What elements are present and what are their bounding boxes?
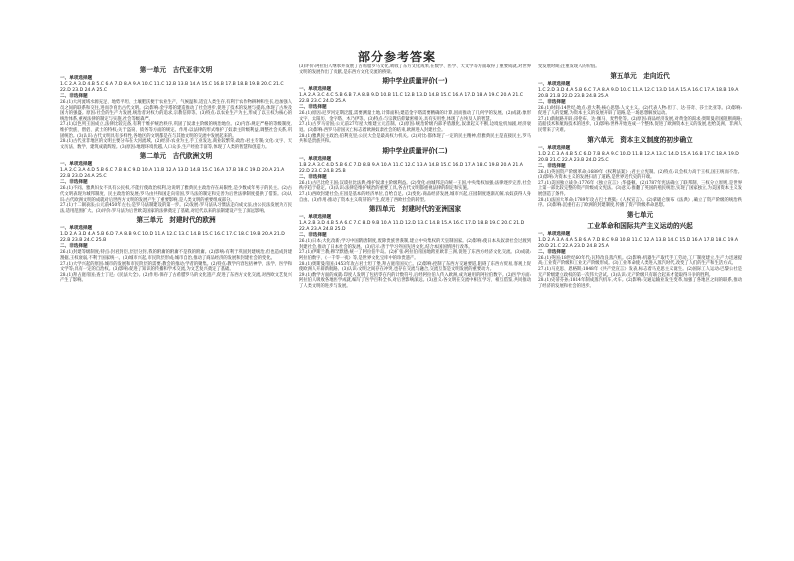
- answer-paragraph: 变发展时期;注重发现人的价值。: [538, 64, 600, 69]
- section-heading: 一、单项选择题: [60, 226, 93, 232]
- answer-key-line: 1.D 2.A 3.A 4.A 5.B 6.A 7.D 8.C 9.B 10.B 11.C 12.A 13.B 14.C 15.D 16.A 17.B 18.C 19.A 20.D 21.C 22.A 23.D 24.B 25.A: [538, 237, 738, 249]
- answer-key-line: 1.D 2.C 3.A 4.B 5.C 6.D 7.B 8.A 9.C 10.D 11.B 12.A 13.C 14.D 15.A 16.B 17.C 18.A 19.D 20.B 21.C 22.A 23.B 24.D 25.C: [538, 151, 739, 163]
- section-heading: 一、单项选择题: [299, 215, 332, 221]
- answer-paragraph: 26.(1)原因:尼罗河定期泛滥,需要测量土地,计算面积;建造金字塔需要精确的计算,因而推动了几何学的发展。(2)成就:象形文字、太阳历、金字塔、木乃伊等。(3)特点:与宗教信仰紧密相关,具有实用性,体现了古埃及人的智慧。: [299, 111, 531, 122]
- section-heading: 二、非选择题: [299, 174, 327, 180]
- answer-paragraph: 26.(1)英国;18世纪60年代;瓦特改良蒸汽机。(2)影响:机器生产取代手工劳动,工厂制度建立,生产力迅速提高;工业资产阶级和工业无产阶级形成。(3)工业革命使人类进入蒸汽时代,改变了人们的生产和生活方式。: [538, 255, 742, 267]
- section-heading: 一、单项选择题: [538, 81, 571, 87]
- answer-paragraph: 27.(1)大学兴起的原因:城市的发展和市民阶层的需要;教会的推动;学者的聚集。(2)特点:教学内容包括神学、法学、医学和文学等;具有一定的自治权。(3)影响:促进了知识的传播和学术交流,为文艺复兴奠定了基础。: [60, 261, 292, 273]
- answer-key-line: 1.B 2.A 3.C 4.D 5.B 6.C 7.D 8.B 9.A 10.A 11.C 12.C 13.A 14.B 15.C 16.D 17.A 18.C 19.B 20.A 21.A 22.D 23.C 24.B 25.B: [299, 162, 523, 174]
- answer-paragraph: 26.(1)英国资产阶级革命;1689年《权利法案》;君主立宪制。(2)特点:议会权力高于王权,国王统而不治。(3)影响:为资本主义的发展扫清了道路,是世界近代史的开端。: [538, 169, 742, 181]
- section-heading: 一、单项选择题: [538, 231, 571, 237]
- answer-paragraph: 27.(1)美国独立战争;1776年《独立宣言》;华盛顿。(2)1787年宪法确立了联邦制、三权分立原则,是世界上第一部比较完整的资产阶级成文宪法。(3)意义:推翻了英国的殖民统治,实现了国家独立,为美国资本主义发展创造了条件。: [538, 180, 742, 197]
- answer-paragraph: 26.(1)日本;大化改新;学习中国隋唐制度,废除贵族世袭制,建立中央集权的天皇制国家。(2)影响:使日本从奴隶社会过渡到封建社会,推动了日本社会的发展。(3)启示:善于学习外国先进文化,结合本国国情进行改革。: [299, 239, 531, 250]
- answer-paragraph: 28.(1)奥斯曼帝国;1453年攻占君士坦丁堡,拜占庭帝国灭亡。(2)影响:控制了东西方交通要道,阻碍了东西方贸易,客观上促使欧洲人开辟新航路。(3)认识:文明之间存在冲突,也存在交流与融合,交流互鉴是文明发展的重要动力。: [299, 261, 531, 273]
- answer-column-1: [60, 64, 292, 546]
- section-heading: 一、单项选择题: [538, 145, 571, 151]
- unit-heading: 第七单元: [626, 210, 654, 219]
- answer-paragraph: 27.(1)新航路开辟;哥伦布、达·伽马、麦哲伦等。(2)原因:商品经济发展,对黄金的渴求;奥斯曼帝国阻断商路;造船技术和航海技术的进步。(3)影响:世界开始连成一个整体,促进了欧洲资本主义的发展,也给美洲、非洲人民带来了灾难。: [538, 116, 742, 133]
- section-heading: 二、非选择题: [60, 244, 88, 250]
- answer-key-line: 1.D 2.A 3.D 4.A 5.B 6.D 7.A 8.B 9.C 10.D 11.A 12.C 13.C 14.B 15.C 16.C 17.C 18.C 19.B 20.A 21.D 22.B 23.B 24.C 25.B: [60, 232, 285, 244]
- answer-paragraph: 27.(1)十二铜表法;公元前450年左右;是罗马法制建设的第一步。(2)发展:罗马法从习惯法走向成文法,由公民法发展为万民法,适用范围扩大。(3)评价:罗马法为后世欧美国家的法律奠定了基础,对近代以来的法制建设产生了深远影响。: [60, 203, 292, 214]
- page-title: 部分参考答案: [357, 50, 436, 64]
- answer-paragraph: 28.(1)古代亚非地区的文明主要分布在大河流域。(2)经济:农业为主,手工业发达,商业较繁荣;政治:君主专制;文化:文字、天文历法、数学、建筑成就辉煌。(3)原因:地理环境优越,人口众多,生产经验丰富等,体现了人类的智慧和创造力。: [60, 139, 292, 150]
- unit-heading: 工业革命和国际共产主义运动的兴起: [587, 221, 693, 230]
- answer-key-line: 1.C 2.D 3.D 4.A 5.B 6.C 7.A 8.A 9.D 10.C 11.A 12.C 13.D 14.A 15.A 16.C 17.A 18.B 19.A 20.B 21.B 22.D 23.B 24.B 25.A: [538, 87, 739, 99]
- answer-column-2: [299, 64, 531, 546]
- answer-paragraph: 28.(1)史蒂芬孙;1814年制成蒸汽机车,火车。(2)影响:交通运输业发生变革,加强了各地区之间的联系,推动了经济的发展和社会的进步。: [538, 278, 742, 289]
- answer-paragraph: 28.(1)法国大革命;1789年攻占巴士底狱;《人权宣言》。(2)拿破仑颁布《法典》,确立了资产阶级的统治秩序。(3)影响:沉重打击了欧洲的封建制度,传播了资产阶级革命思想。: [538, 197, 742, 209]
- section-heading: 一、单项选择题: [299, 87, 332, 93]
- answer-paragraph: 27.(1)伊斯兰教;穆罕默德;统一了阿拉伯半岛。(2)扩张:阿拉伯帝国地跨亚欧非三洲,促进了东西方经济文化交流。(3)成就:阿拉伯数字、《一千零一夜》等,是世界文化宝库中的珍贵遗产。: [299, 250, 531, 261]
- unit-heading: 第二单元 古代欧洲文明: [139, 152, 213, 161]
- section-heading: 二、非选择题: [299, 105, 327, 111]
- answer-paragraph: 27.(1)以色列王国成立,法律比较完备,有利于维护统治秩序,巩固了奴隶主阶级的统治地位。(2)内容:规定严格的等级制度,维护贵族、僧侣、武士的特权;关于盗窃、债务等方面的规定。作用:以法律的形式维护了奴隶主阶级利益,调整社会关系,巩固统治。(3)认识:古代文明具有多样性,各地区的文明都是在与其他文明的交流中发展起来的。: [60, 122, 292, 139]
- answer-paragraph: 28.(1)雅典民主政治;伯利克里;公民大会是最高权力机关。(2)对比:都体现了一定的民主精神,但雅典民主是直接民主,罗马共和是贵族共和。: [299, 133, 531, 145]
- section-heading: 二、非选择题: [60, 180, 88, 186]
- answer-paragraph: 26.(1)时间:14世纪;地点:意大利;核心思想:人文主义。(2)代表人物:但丁、达·芬奇、莎士比亚等。(3)影响:促进了人的觉醒,为资本主义的发展开辟了道路,是一场思想解放运动。: [538, 105, 742, 117]
- section-heading: 一、单项选择题: [299, 156, 332, 162]
- answer-key-line: 1.C 2.A 3.D 4.B 5.C 6.A 7.D 8.A 9.A 10.C 11.C 12.B 13.B 14.A 15.C 16.B 17.B 18.B 19.B 20.C 21.C 22.D 23.D 24.A 25.C: [60, 82, 284, 93]
- answer-paragraph: 28.(1)拜占庭帝国;查士丁尼;《民法大全》。(2)作用:保存了古希腊罗马的文化遗产,促进了东西方文化交流,对西欧文艺复兴产生了影响。: [60, 272, 292, 284]
- answer-paragraph: 29.(1)数学方面的成就:印度人发明了包括零在内的计数符号,后经阿拉伯人传入欧洲,成为通用的阿拉伯数字。(2)医学方面:阿拉伯人吸收各地医学成就,编写了医学百科全书,对后世影响深远。(3)意义:各文明在交流中相互学习、相互借鉴,共同推动了人类文明的进步与发展。: [299, 272, 531, 289]
- section-heading: 二、非选择题: [299, 233, 327, 239]
- unit-heading: 期中学业质量评价(二): [382, 146, 448, 155]
- unit-heading: 期中学业质量评价(一): [382, 77, 448, 86]
- answer-paragraph: 26.(1)不同。雅典妇女不具有公民权,不能行使政治权利,这说明了雅典民主政治存在局限性,是少数成年男子的民主。(2)古代文明表现为城邦制度、民主政治的发展;罗马由共和国走向帝国,罗马法的制定和完善为后世法律制度提供了借鉴。(3)认识:古代欧洲文明的成就对后世西方文明的发展产生了重要影响,是人类文明的重要组成部分。: [60, 186, 292, 203]
- answer-paragraph: 26.(1)大河流域水源充足、地势平坦、土壤肥沃便于农业生产，气候温和,适宜人类生存,有利于农作物耕种和生长,也加强人员之间的联系和交往,进而孕育出古代文明。(2)影响:金字塔的建造推动了社会进步,促进了技术的发展与提高,体现了古埃及国力的强盛。原因:社会的生产力发展,统治者对权力的追求,宗教信仰等。(3)特点:以农业生产为主,形成了以王权为核心的统治体系,重视法律的制定与实施,社会等级森严。: [60, 100, 292, 122]
- section-heading: 一、单项选择题: [60, 76, 93, 81]
- section-heading: 二、非选择题: [538, 163, 566, 169]
- unit-heading: 第四单元 封建时代的亚洲国家: [368, 205, 462, 214]
- answer-column-3: [538, 64, 742, 546]
- answer-paragraph: (3)评价:阿拉伯人继承并发展了古希腊罗马文化,吸收了东方文化成果,在数学、医学、天文学等方面取得了重要成就,对世界文明的发展作出了贡献,是东西方文化交流的桥梁。: [299, 64, 531, 75]
- answer-paragraph: 27.(1)马克思、恩格斯;1848年《共产党宣言》发表,标志着马克思主义诞生。(2)国际工人运动:巴黎公社是无产阶级建立政权的第一次伟大尝试。(3)认识:无产阶级只有联合起来才能取得斗争的胜利。: [538, 266, 742, 278]
- answer-paragraph: 26.(1)古巴比伦王国;汉谟拉比法典;维护奴隶主阶级利益。(2)变化:由城邦走向统一王国,中央集权加强;法律逐步完善,社会秩序趋于稳定。(3)认识:法律是维护统治的重要工具,各古代文明都重视法律的制定和实施。: [299, 180, 531, 192]
- answer-key-line: 1.A 2.C 3.A 4.D 5.B 6.C 7.B 8.C 9.D 10.A 11.B 12.A 13.D 14.B 15.C 16.A 17.B 18.C 19.D 20.A 21.A 22.B 23.D 24.A 25.C: [60, 168, 285, 180]
- answer-paragraph: 26.(1)封建等级制度;特点:封君封臣,层层分封,我的附庸的附庸不是我的附庸。(2)影响:有利于巩固封建统治,但也造成封建割据,王权衰弱,不利于国家统一。(3)城市兴起,市民阶层形成;城市自治,推动了商品经济的发展和封建社会的变化。: [60, 250, 292, 261]
- unit-heading: 第六单元 资本主义制度的初步确立: [587, 135, 693, 144]
- answer-key-line: 1.A 2.A 3.C 4.C 5.B 6.B 7.A 8.B 9.D 10.B 11.C 12.B 13.D 14.B 15.C 16.A 17.D 18.A 19.C 20.A 21.C 22.B 23.C 24.D 25.A: [299, 93, 523, 105]
- section-heading: 一、单项选择题: [60, 162, 93, 168]
- unit-heading: 第一单元 古代亚非文明: [139, 66, 213, 74]
- answer-key-line: 1.A 2.B 3.D 4.B 5.A 6.C 7.C 8.D 9.B 10.A 11.D 12.D 13.C 14.B 15.A 16.C 17.D 18.B 19.C 20.C 21.D 22.A 23.A 24.B 25.D: [299, 221, 525, 233]
- section-heading: 二、非选择题: [60, 94, 88, 99]
- answer-paragraph: 27.(1)西欧封建社会;庄园是基本的经济单位,自给自足。(2)变化:商品经济发展,城市兴起,庄园制度逐渐瓦解,农奴获得人身自由。(3)作用:推动了资本主义萌芽的产生,促进了西欧社会的转型。: [299, 191, 531, 203]
- section-heading: 二、非选择题: [538, 249, 566, 255]
- unit-heading: 第三单元 封建时代的欧洲: [136, 216, 216, 225]
- section-heading: 二、非选择题: [538, 99, 566, 105]
- answer-paragraph: 27.(1)古罗马帝国;公元前27年屋大维建立元首制。(2)原因:统治阶级内部矛盾激化,奴隶起义不断,边境危机加剧,经济衰退。(3)影响:西罗马帝国灭亡标志着欧洲奴隶社会的结束,欧洲进入封建社会。: [299, 122, 531, 133]
- unit-heading: 第五单元 走向近代: [610, 71, 670, 80]
